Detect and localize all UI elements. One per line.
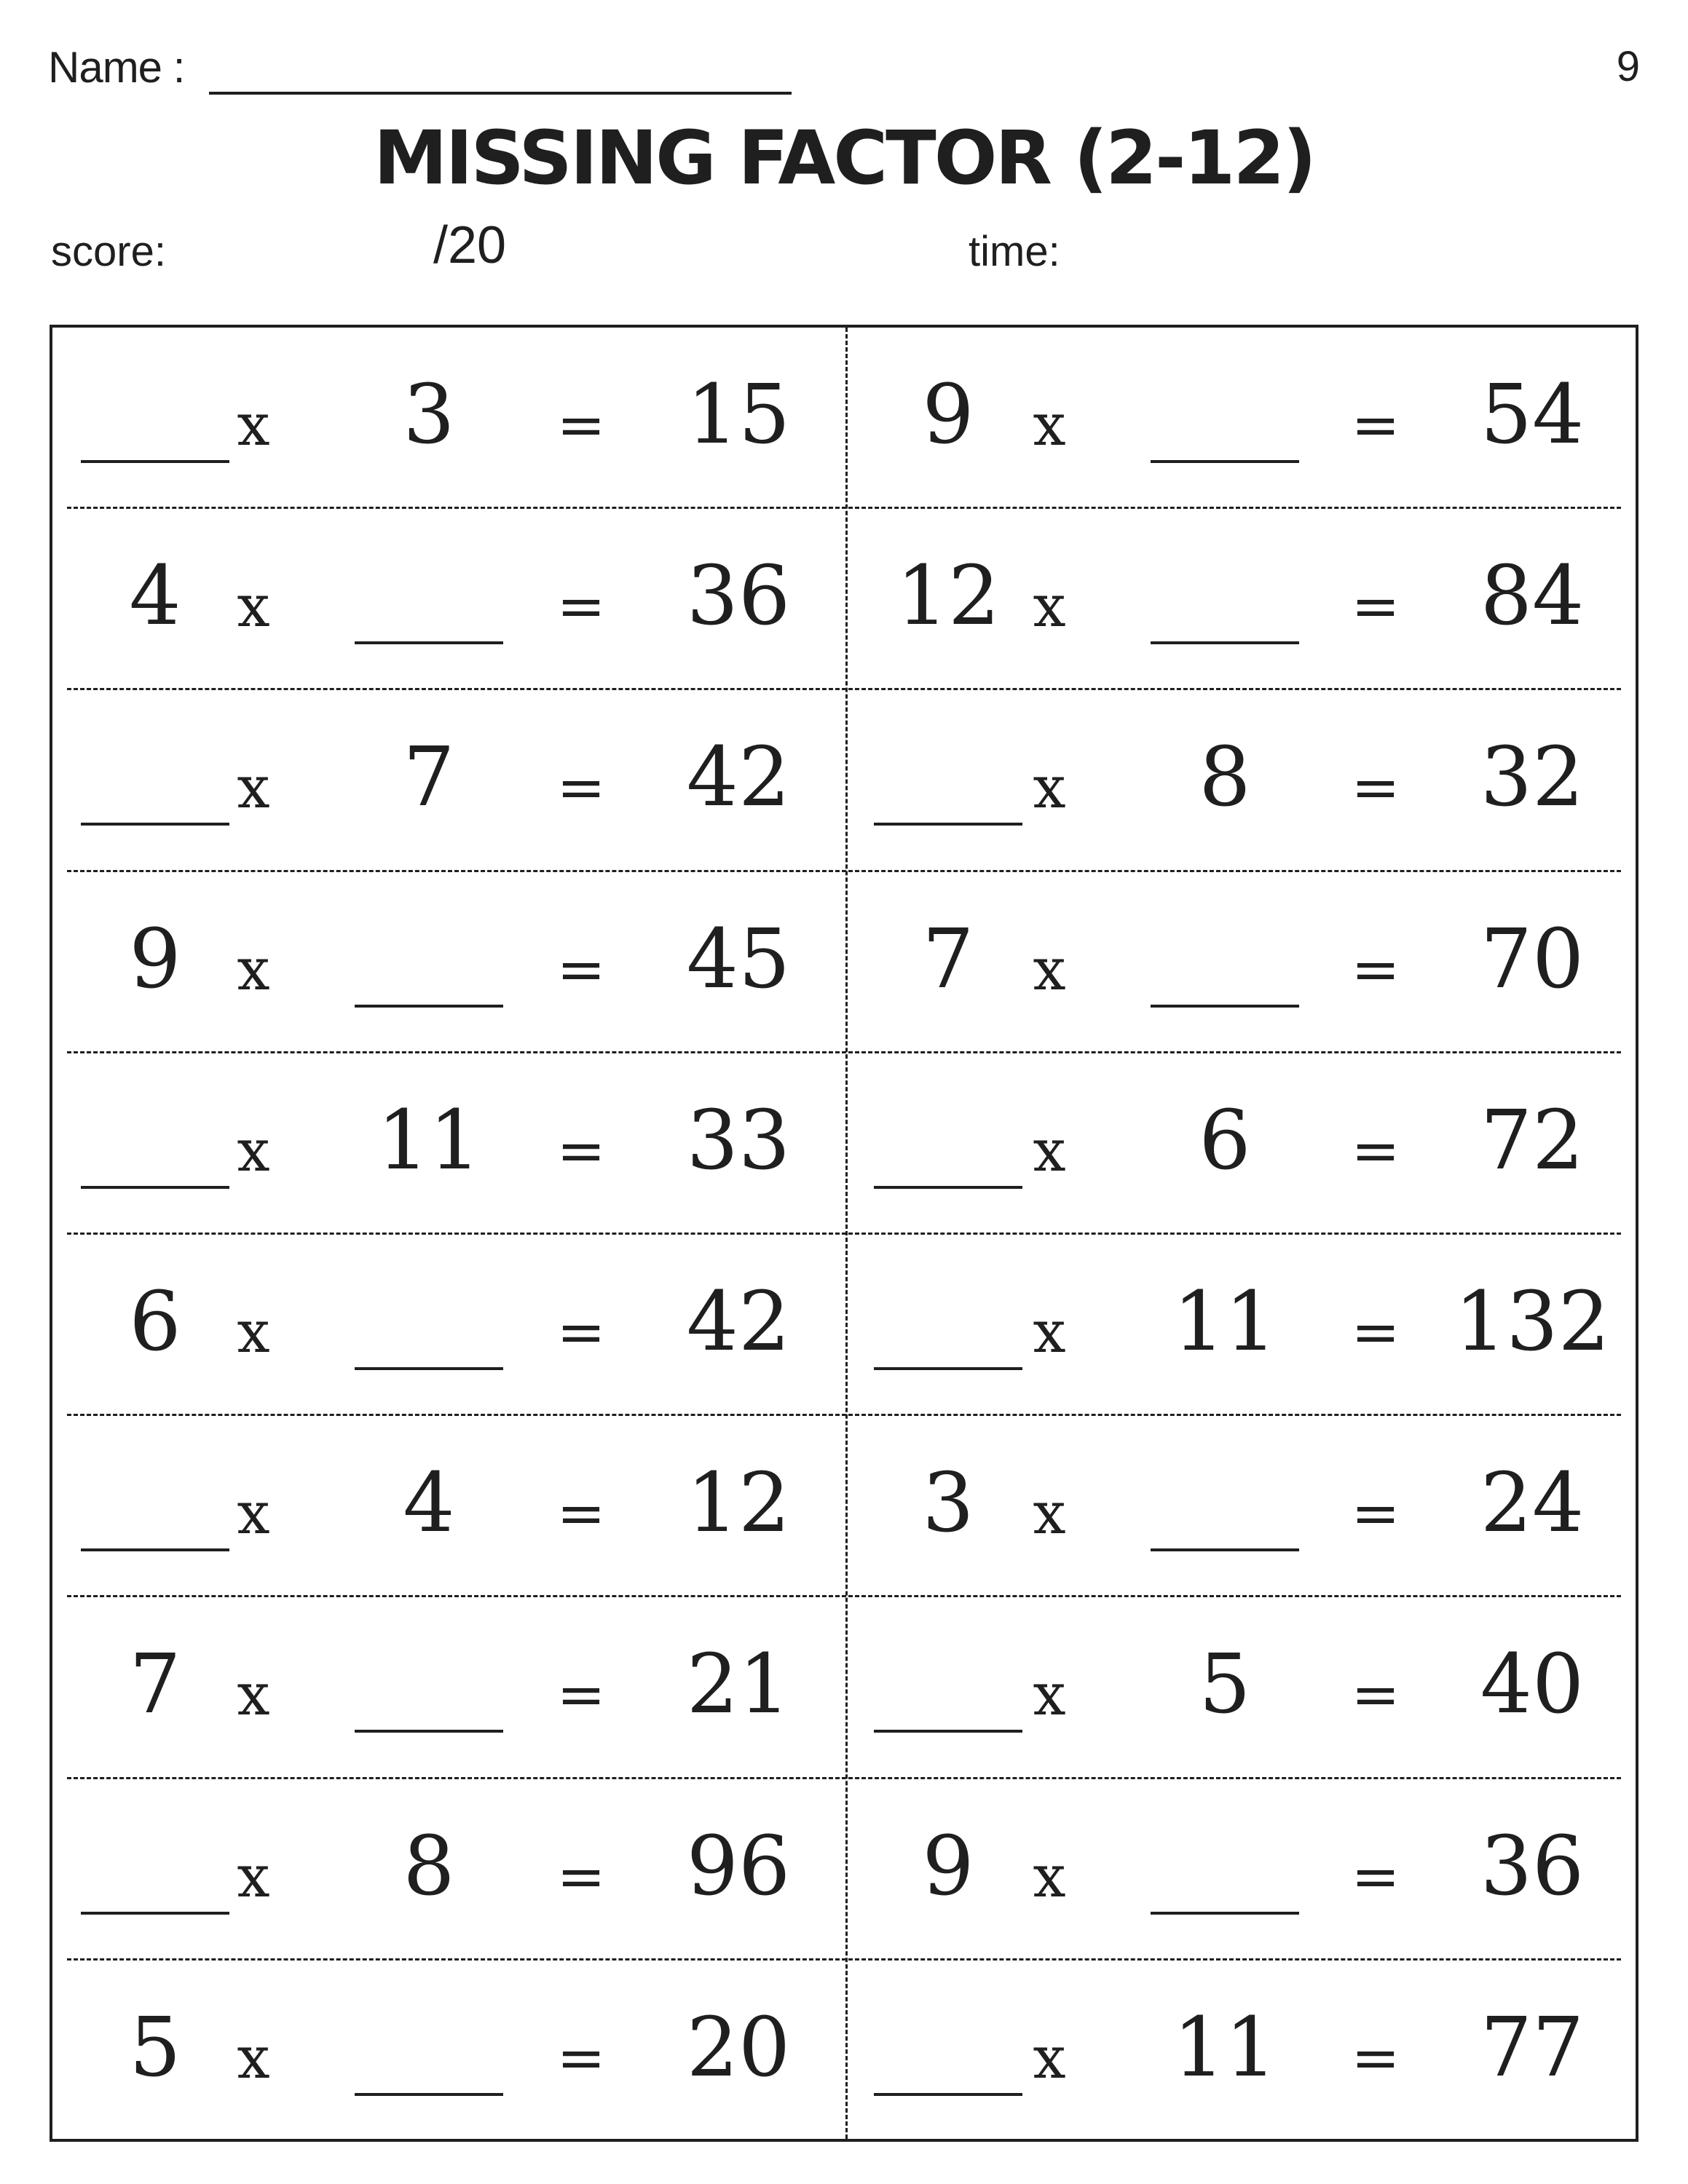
multiply-sign: x <box>237 753 270 822</box>
equals-sign: = <box>556 1116 606 1184</box>
equals-sign: = <box>556 572 606 641</box>
equals-sign: = <box>1351 753 1400 822</box>
name-field[interactable] <box>209 92 792 95</box>
factor-value: 5 <box>129 2000 181 2095</box>
answer-blank[interactable] <box>81 460 229 463</box>
product-value: 132 <box>1454 1275 1610 1369</box>
problem-row <box>52 328 1636 509</box>
factor-value: 6 <box>129 1275 181 1369</box>
factor-value: 9 <box>922 368 974 462</box>
factor-value: 8 <box>1199 730 1251 826</box>
multiply-sign: x <box>1033 1842 1066 1910</box>
problem-row <box>52 1053 1636 1235</box>
product-value: 42 <box>686 730 791 826</box>
product-value: 54 <box>1480 368 1585 462</box>
problem-grid <box>50 325 1638 2142</box>
factor-value: 4 <box>129 549 181 644</box>
product-value: 32 <box>1480 730 1585 826</box>
equals-sign: = <box>1351 2023 1400 2092</box>
product-value: 20 <box>686 2000 791 2095</box>
problem-row <box>52 1961 1636 2142</box>
equals-sign: = <box>556 1479 606 1548</box>
product-value: 21 <box>686 1637 791 1733</box>
answer-blank[interactable] <box>874 823 1022 826</box>
multiply-sign: x <box>1033 1116 1066 1184</box>
score-label: score: <box>51 228 166 275</box>
answer-blank[interactable] <box>1151 1912 1299 1915</box>
product-value: 33 <box>686 1093 791 1188</box>
problem-row <box>52 872 1636 1053</box>
equals-sign: = <box>1351 1661 1400 1729</box>
multiply-sign: x <box>1033 1298 1066 1366</box>
answer-blank[interactable] <box>1151 1548 1299 1551</box>
factor-value: 7 <box>403 730 455 826</box>
multiply-sign: x <box>237 1842 270 1910</box>
equals-sign: = <box>1351 1116 1400 1184</box>
equals-sign: = <box>1351 1479 1400 1548</box>
factor-value: 5 <box>1199 1637 1251 1733</box>
product-value: 24 <box>1480 1456 1585 1551</box>
multiply-sign: x <box>237 935 270 1003</box>
factor-value: 3 <box>922 1456 974 1551</box>
answer-blank[interactable] <box>81 1186 229 1189</box>
answer-blank[interactable] <box>1151 641 1299 644</box>
multiply-sign: x <box>237 1298 270 1366</box>
equals-sign: = <box>556 935 606 1003</box>
multiply-sign: x <box>237 2023 270 2092</box>
problem-row <box>52 509 1636 690</box>
equals-sign: = <box>1351 935 1400 1003</box>
equals-sign: = <box>556 1842 606 1910</box>
equals-sign: = <box>556 1298 606 1366</box>
factor-value: 12 <box>896 549 1001 644</box>
answer-blank[interactable] <box>355 641 503 644</box>
product-value: 15 <box>686 368 791 462</box>
problem-rows <box>52 328 1636 2139</box>
multiply-sign: x <box>1033 572 1066 641</box>
factor-value: 7 <box>129 1637 181 1733</box>
product-value: 36 <box>1480 1819 1585 1914</box>
product-value: 45 <box>686 911 791 1007</box>
multiply-sign: x <box>237 1116 270 1184</box>
equals-sign: = <box>556 391 606 459</box>
equals-sign: = <box>1351 391 1400 459</box>
multiply-sign: x <box>1033 2023 1066 2092</box>
equals-sign: = <box>556 2023 606 2092</box>
product-value: 42 <box>686 1275 791 1369</box>
answer-blank[interactable] <box>874 1367 1022 1370</box>
multiply-sign: x <box>1033 935 1066 1003</box>
problem-row <box>52 1779 1636 1961</box>
problem-row <box>52 1597 1636 1779</box>
answer-blank[interactable] <box>874 1186 1022 1189</box>
factor-value: 6 <box>1199 1093 1251 1188</box>
multiply-sign: x <box>237 572 270 641</box>
equals-sign: = <box>556 753 606 822</box>
answer-blank[interactable] <box>874 1730 1022 1733</box>
factor-value: 8 <box>403 1819 455 1914</box>
factor-value: 9 <box>922 1819 974 1914</box>
product-value: 77 <box>1480 2000 1585 2095</box>
answer-blank[interactable] <box>1151 1005 1299 1008</box>
answer-blank[interactable] <box>355 1005 503 1008</box>
equals-sign: = <box>1351 1842 1400 1910</box>
answer-blank[interactable] <box>81 1912 229 1915</box>
factor-value: 3 <box>403 368 455 462</box>
answer-blank[interactable] <box>355 2093 503 2096</box>
answer-blank[interactable] <box>1151 460 1299 463</box>
problem-row <box>52 1235 1636 1416</box>
factor-value: 9 <box>129 911 181 1007</box>
factor-value: 11 <box>376 1093 481 1188</box>
product-value: 40 <box>1480 1637 1585 1733</box>
factor-value: 7 <box>922 911 974 1007</box>
multiply-sign: x <box>1033 1479 1066 1548</box>
multiply-sign: x <box>237 391 270 459</box>
product-value: 72 <box>1480 1093 1585 1188</box>
equals-sign: = <box>1351 1298 1400 1366</box>
answer-blank[interactable] <box>81 823 229 826</box>
problem-row <box>52 1416 1636 1597</box>
multiply-sign: x <box>237 1479 270 1548</box>
product-value: 70 <box>1480 911 1585 1007</box>
problem-row <box>52 690 1636 871</box>
factor-value: 4 <box>403 1456 455 1551</box>
multiply-sign: x <box>1033 1661 1066 1729</box>
product-value: 96 <box>686 1819 791 1914</box>
answer-blank[interactable] <box>355 1367 503 1370</box>
factor-value: 11 <box>1172 1275 1277 1369</box>
multiply-sign: x <box>1033 753 1066 822</box>
factor-value: 11 <box>1172 2000 1277 2095</box>
score-total: /20 <box>433 216 507 274</box>
time-label: time: <box>969 228 1060 275</box>
answer-blank[interactable] <box>81 1548 229 1551</box>
page-number: 9 <box>1616 43 1640 90</box>
page-title: MISSING FACTOR (2-12) <box>374 115 1314 202</box>
answer-blank[interactable] <box>874 2093 1022 2096</box>
multiply-sign: x <box>1033 391 1066 459</box>
product-value: 12 <box>686 1456 791 1551</box>
product-value: 84 <box>1480 549 1585 644</box>
equals-sign: = <box>1351 572 1400 641</box>
answer-blank[interactable] <box>355 1730 503 1733</box>
multiply-sign: x <box>237 1661 270 1729</box>
equals-sign: = <box>556 1661 606 1729</box>
product-value: 36 <box>686 549 791 644</box>
name-label: Name : <box>48 43 185 92</box>
